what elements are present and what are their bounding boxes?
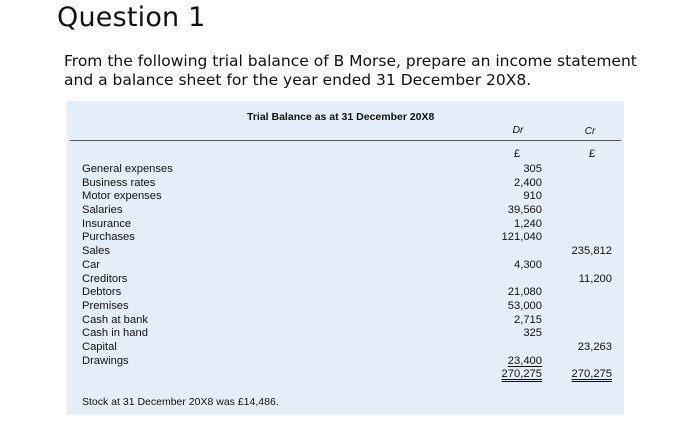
account-label: Salaries: [82, 204, 123, 217]
credit-amount: [532, 314, 612, 328]
credit-amount: [532, 163, 612, 177]
account-label: General expenses: [82, 163, 173, 175]
credit-amount: [532, 355, 612, 369]
credit-amount: 23,263: [577, 340, 612, 353]
account-label: Cash at bank: [82, 313, 148, 326]
credit-amount: [532, 204, 612, 218]
debit-amount: 910: [523, 190, 542, 203]
debit-amount: 121,040: [501, 231, 542, 244]
credit-column: [532, 163, 612, 382]
account-label: Purchases: [82, 231, 135, 244]
debit-amount: 2,400: [514, 176, 542, 189]
trial-balance-title: Trial Balance as at 31 December 20X8: [247, 111, 435, 123]
debit-column: [467, 163, 542, 382]
debit-amount: [467, 341, 542, 355]
account-label: Creditors: [82, 272, 128, 285]
debit-amount: 39,560: [507, 204, 542, 217]
account-label: Insurance: [82, 217, 132, 230]
debit-amount: [467, 273, 542, 287]
credit-total: 270,275: [571, 368, 612, 381]
credit-amount: [532, 218, 612, 232]
account-labels-column: [82, 163, 173, 368]
account-label: Car: [82, 258, 101, 271]
debit-amount: 305: [523, 163, 542, 175]
credit-amount: [532, 177, 612, 191]
account-label: Capital: [82, 340, 117, 353]
account-label: Debtors: [82, 286, 122, 299]
debit-amount: 53,000: [507, 299, 542, 312]
credit-amount: [532, 300, 612, 314]
debit-amount: 21,080: [507, 286, 542, 299]
dr-currency-symbol: £: [513, 148, 521, 160]
debit-total: 270,275: [501, 368, 542, 381]
debit-amount: 1,240: [514, 217, 542, 230]
account-label: Cash in hand: [82, 327, 148, 340]
cr-column-header: Cr: [584, 126, 596, 137]
account-label: Business rates: [82, 176, 156, 189]
credit-amount: [532, 190, 612, 204]
trial-balance-panel: [67, 101, 624, 415]
cr-currency-symbol: £: [588, 148, 596, 160]
dr-column-header: Dr: [512, 124, 524, 136]
credit-amount: [532, 327, 612, 341]
account-label: Sales: [82, 245, 110, 258]
debit-amount: [467, 245, 542, 259]
question-instruction: From the following trial balance of B Morse, prepare an income statement and a balance sheet for the year ended 31 December 20X8.: [64, 52, 637, 89]
debit-amount: 2,715: [514, 313, 542, 326]
account-label: Motor expenses: [82, 190, 162, 203]
header-rule: [70, 140, 621, 141]
credit-amount: 11,200: [578, 272, 612, 285]
stock-note: Stock at 31 December 20X8 was £14,486.: [82, 396, 279, 408]
debit-amount: 23,400: [507, 354, 542, 367]
account-label: Drawings: [82, 354, 129, 367]
credit-amount: [532, 231, 612, 245]
credit-amount: [532, 286, 612, 300]
debit-amount: 4,300: [514, 258, 542, 271]
account-label: Premises: [82, 299, 129, 312]
credit-amount: 235,812: [571, 245, 612, 258]
debit-amount: 325: [523, 327, 542, 340]
question-heading: Question 1: [57, 2, 206, 33]
credit-amount: [532, 259, 612, 273]
